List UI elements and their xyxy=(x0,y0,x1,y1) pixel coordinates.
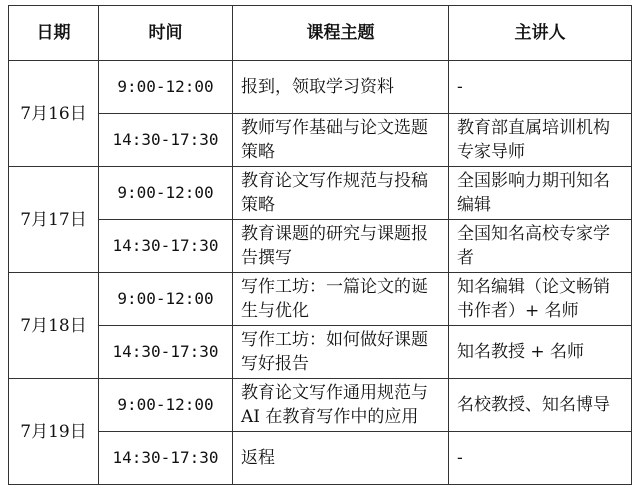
table-row xyxy=(9,432,632,485)
time-cell: 14:30-17:30 xyxy=(99,114,233,167)
time-cell: 9:00-12:00 xyxy=(99,379,233,432)
header-time: 时间 xyxy=(99,6,233,61)
table-row xyxy=(9,273,632,326)
speaker-cell: 名校教授、知名博导 xyxy=(449,379,632,432)
speaker-cell: 全国影响力期刊知名编辑 xyxy=(449,167,632,220)
time-cell: 9:00-12:00 xyxy=(99,273,233,326)
date-cell: 7月19日 xyxy=(9,379,99,485)
header-topic: 课程主题 xyxy=(233,6,449,61)
table-row xyxy=(9,220,632,273)
schedule-table xyxy=(8,5,632,485)
date-cell: 7月16日 xyxy=(9,61,99,167)
topic-cell: 写作工坊：如何做好课题写好报告 xyxy=(233,326,449,379)
table-row xyxy=(9,167,632,220)
header-row xyxy=(9,6,632,61)
time-cell: 14:30-17:30 xyxy=(99,326,233,379)
date-cell: 7月17日 xyxy=(9,167,99,273)
topic-cell: 教师写作基础与论文选题策略 xyxy=(233,114,449,167)
time-cell: 14:30-17:30 xyxy=(99,432,233,485)
speaker-cell: - xyxy=(449,432,632,485)
speaker-cell: 全国知名高校专家学者 xyxy=(449,220,632,273)
speaker-cell: - xyxy=(449,61,632,114)
header-date: 日期 xyxy=(9,6,99,61)
topic-cell: 返程 xyxy=(233,432,449,485)
header-speaker: 主讲人 xyxy=(449,6,632,61)
speaker-cell: 知名教授 + 名师 xyxy=(449,326,632,379)
table-row xyxy=(9,114,632,167)
time-cell: 14:30-17:30 xyxy=(99,220,233,273)
table-row xyxy=(9,326,632,379)
table-row xyxy=(9,379,632,432)
time-cell: 9:00-12:00 xyxy=(99,61,233,114)
topic-cell: 教育课题的研究与课题报告撰写 xyxy=(233,220,449,273)
table-row xyxy=(9,61,632,114)
topic-cell: 教育论文写作通用规范与AI 在教育写作中的应用 xyxy=(233,379,449,432)
topic-cell: 报到，领取学习资料 xyxy=(233,61,449,114)
time-cell: 9:00-12:00 xyxy=(99,167,233,220)
speaker-cell: 知名编辑（论文畅销书作者）+ 名师 xyxy=(449,273,632,326)
date-cell: 7月18日 xyxy=(9,273,99,379)
speaker-cell: 教育部直属培训机构专家导师 xyxy=(449,114,632,167)
topic-cell: 教育论文写作规范与投稿策略 xyxy=(233,167,449,220)
topic-cell: 写作工坊：一篇论文的诞生与优化 xyxy=(233,273,449,326)
